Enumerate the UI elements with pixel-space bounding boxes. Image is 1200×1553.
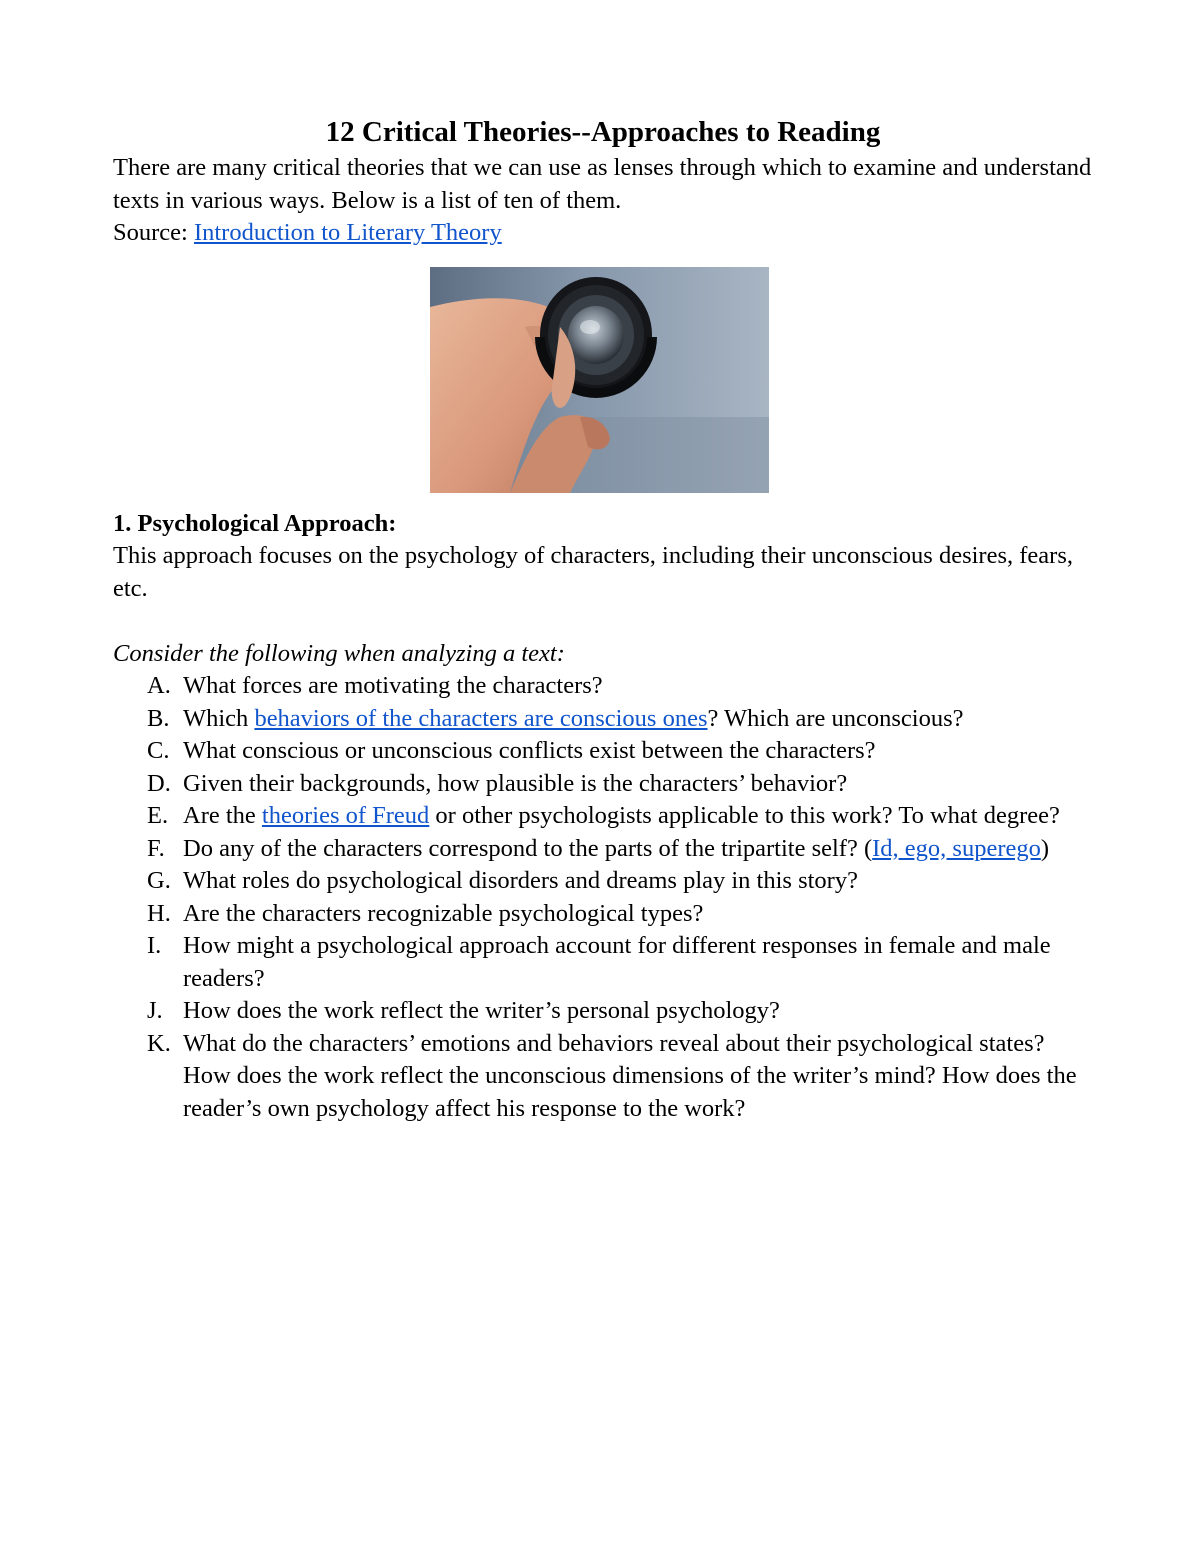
document-page: [113, 112, 1093, 1125]
item-text: Given their backgrounds, how plausible is the characters’ behavior?: [183, 769, 848, 797]
item-marker: F.: [147, 834, 165, 862]
list-item: [113, 670, 1093, 703]
item-marker: J.: [147, 997, 163, 1024]
list-item: [113, 800, 1093, 833]
list-item: [113, 735, 1093, 768]
item-text: What forces are motivating the characters?: [183, 672, 603, 699]
list-item: [113, 898, 1093, 931]
list-item: [113, 1028, 1093, 1126]
item-text: How might a psychological approach account for different responses in female and male readers?: [183, 932, 1051, 992]
intro-paragraph: [113, 152, 1093, 250]
item-text-post: ? Which are unconscious?: [707, 704, 964, 732]
item-marker: A.: [147, 672, 171, 699]
consider-heading: Consider the following when analyzing a text:: [113, 639, 565, 667]
list-item: [113, 833, 1093, 866]
item-marker: I.: [147, 932, 162, 959]
section-description: This approach focuses on the psychology of characters, including their unconscious desires, fears, etc.: [113, 542, 1073, 602]
item-text-post: ): [1040, 834, 1050, 862]
item-text-post: or other psychologists applicable to this work? To what degree?: [429, 802, 1060, 829]
item-marker: B.: [147, 704, 170, 732]
item-text: Are the characters recognizable psychological types?: [183, 899, 704, 927]
blank-line: [113, 605, 1093, 638]
item-marker: D.: [147, 769, 171, 797]
list-item: [113, 865, 1093, 898]
list-item: [113, 995, 1093, 1028]
item-text-pre: Which: [183, 704, 255, 732]
item-text: What conscious or unconscious conflicts exist between the characters?: [183, 737, 876, 764]
figure-container: [113, 267, 1093, 493]
item-text-pre: Do any of the characters correspond to the parts of the tripartite self? (: [183, 834, 873, 862]
item-text-pre: Are the: [183, 802, 262, 829]
item-text: How does the work reflect the writer’s personal psychology?: [183, 997, 780, 1024]
section-heading: 1. Psychological Approach:: [113, 509, 397, 537]
id-ego-superego-link[interactable]: Id, ego, superego: [872, 834, 1041, 862]
page-title: 12 Critical Theories--Approaches to Reading: [325, 116, 881, 148]
question-list: [113, 670, 1093, 1125]
intro-text: There are many critical theories that we can use as lenses through which to examine and understand texts in various ways. Below is a list of ten of them.: [113, 154, 1092, 214]
item-marker: H.: [147, 899, 171, 927]
item-marker: C.: [147, 737, 170, 764]
behaviors-link[interactable]: behaviors of the characters are conscious ones: [254, 704, 708, 732]
lens-photo-illustration: [430, 267, 769, 493]
item-marker: E.: [147, 802, 169, 829]
item-text: What do the characters’ emotions and behaviors reveal about their psychological states? How does the work reflect the unconscious dimensions of the writer’s mind? How does the reader’s own psychology affect his response to the work?: [183, 1029, 1077, 1122]
freud-link[interactable]: theories of Freud: [261, 802, 430, 829]
list-item: [113, 930, 1093, 995]
item-marker: K.: [147, 1029, 171, 1057]
list-item: [113, 768, 1093, 801]
lens-photo: [430, 267, 769, 493]
source-label: Source:: [113, 219, 194, 246]
item-text: What roles do psychological disorders and dreams play in this story?: [183, 867, 858, 894]
source-link[interactable]: Introduction to Literary Theory: [193, 219, 502, 246]
list-item: [113, 703, 1093, 736]
item-marker: G.: [147, 867, 171, 894]
